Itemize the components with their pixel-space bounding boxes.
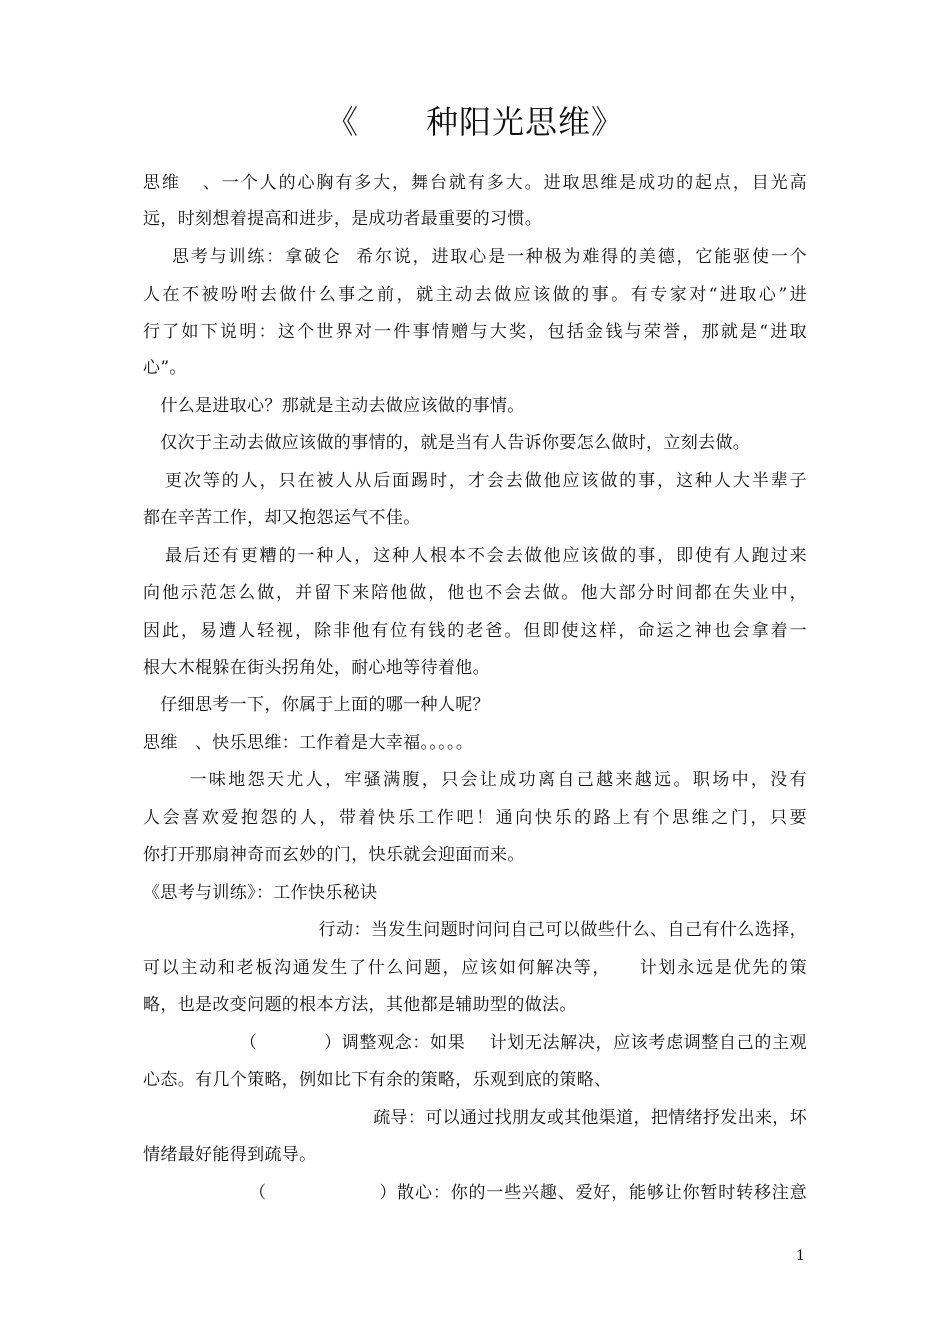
paragraph-line: 因此，易遭人轻视，除非他有位有钱的老爸。但即使这样，命运之神也会拿着一 bbox=[143, 621, 807, 641]
paragraph-line: 思考与训练：拿破仑 希尔说，进取心是一种极为难得的美德，它能驱使一个 bbox=[143, 247, 807, 267]
paragraph-line: 行动：当发生问题时问问自己可以做些什么、自己有什么选择， bbox=[143, 920, 807, 940]
paragraph-line: （ ）调整观念：如果 计划无法解决，应该考虑调整自己的主观 bbox=[143, 1033, 807, 1053]
paragraph-line: 思维 、一个人的心胸有多大，舞台就有多大。进取思维是成功的起点，目光高 bbox=[143, 173, 807, 193]
paragraph-line: 什么是进取心？那就是主动去做应该做的事情。 bbox=[143, 396, 525, 416]
paragraph-line: 略，也是改变问题的根本方法，其他都是辅助型的做法。 bbox=[143, 995, 577, 1015]
paragraph-line: 向他示范怎么做，并留下来陪他做，他也不会去做。他大部分时间都在失业中， bbox=[143, 583, 807, 603]
paragraph-line: 人在不被吩咐去做什么事之前，就主动去做应该做的事。有专家对“进取心”进 bbox=[143, 285, 807, 305]
paragraph-line: 疏导：可以通过找朋友或其他渠道，把情绪抒发出来，坏 bbox=[143, 1108, 807, 1128]
paragraph-line: （ ）散心：你的一些兴趣、爱好，能够让你暂时转移注意 bbox=[143, 1183, 807, 1203]
paragraph-line: 仅次于主动去做应该做的事情的，就是当有人告诉你要怎么做时，立刻去做。 bbox=[143, 433, 751, 453]
paragraph-line: 远，时刻想着提高和进步，是成功者最重要的习惯。 bbox=[143, 209, 543, 229]
paragraph-line: 你打开那扇神奇而玄妙的门，快乐就会迎面而来。 bbox=[143, 845, 525, 865]
paragraph-line: 心”。 bbox=[143, 358, 187, 378]
section-heading-line: 思维 、快乐思维：工作着是大幸福。。。。。 bbox=[143, 733, 474, 753]
paragraph-line: 更次等的人，只在被人从后面踢时，才会去做他应该做的事，这种人大半辈子 bbox=[143, 471, 807, 491]
paragraph-line: 都在辛苦工作，却又抱怨运气不佳。 bbox=[143, 508, 421, 528]
document-title: 《 种阳光思维》 bbox=[325, 103, 625, 141]
paragraph-line: 心态。有几个策略，例如比下有余的策略，乐观到底的策略、 bbox=[143, 1070, 612, 1090]
paragraph-line: 一味地怨天尤人，牢骚满腹，只会让成功离自己越来越远。职场中，没有 bbox=[143, 770, 807, 790]
paragraph-line: 仔细思考一下，你属于上面的哪一种人呢？ bbox=[143, 695, 490, 715]
subheading-line: 《思考与训练》：工作快乐秘诀 bbox=[143, 883, 378, 903]
paragraph-line: 可以主动和老板沟通发生了什么问题，应该如何解决等， 计划永远是优先的策 bbox=[143, 958, 807, 978]
page-number: 1 bbox=[796, 1248, 805, 1264]
paragraph-line: 根大木棍躲在街头拐角处，耐心地等待着他。 bbox=[143, 658, 490, 678]
paragraph-line: 情绪最好能得到疏导。 bbox=[143, 1145, 317, 1165]
paragraph-line: 人会喜欢爱抱怨的人，带着快乐工作吧！通向快乐的路上有个思维之门，只要 bbox=[143, 808, 807, 828]
paragraph-line: 行了如下说明：这个世界对一件事情赠与大奖，包括金钱与荣誉，那就是“进取 bbox=[143, 322, 807, 342]
paragraph-line: 最后还有更糟的一种人，这种人根本不会去做他应该做的事，即使有人跑过来 bbox=[143, 546, 807, 566]
